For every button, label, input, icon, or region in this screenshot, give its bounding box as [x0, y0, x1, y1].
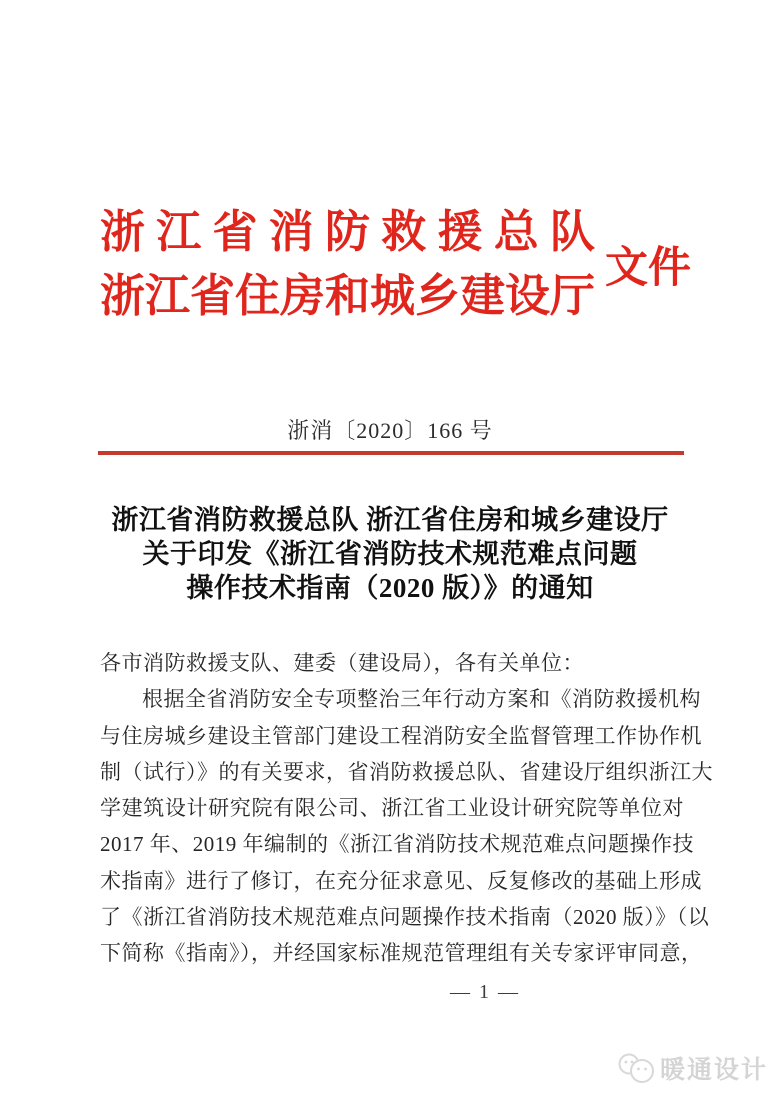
body-line: 术指南》进行了修订，在充分征求意见、反复修改的基础上形成 — [100, 868, 702, 893]
document-body — [100, 645, 713, 972]
title-line: 操作技术指南（2020 版）》的通知 — [186, 573, 594, 603]
body-line: 了《浙江省消防技术规范难点问题操作技术指南（2020 版）》（以 — [100, 905, 710, 930]
nuantong-sheji-logo-icon — [617, 1052, 655, 1084]
title-line: 关于印发《浙江省消防技术规范难点问题 — [142, 539, 638, 569]
body-line: 各市消防救援支队、建委（建设局），各有关单位： — [100, 651, 584, 675]
body-line: 制（试行）》的有关要求，省消防救援总队、省建设厅组织浙江大 — [100, 759, 713, 784]
agency-name-fire-rescue-corps: 浙江省消防救援总队 — [100, 207, 596, 257]
page-number: — 1 — — [450, 981, 520, 1003]
agency-name-housing-construction-dept: 浙江省住房和城乡建设厅 — [100, 271, 596, 321]
body-line: 2017 年、2019 年编制的《浙江省消防技术规范难点问题操作技 — [100, 832, 694, 857]
body-line: 下简称《指南》），并经国家标准规范管理组有关专家评审同意， — [100, 941, 703, 966]
body-line: 与住房城乡建设主管部门建设工程消防安全监督管理工作协作机 — [100, 723, 702, 748]
red-divider-line — [98, 451, 684, 455]
document-title — [50, 503, 730, 605]
document-type-label: 文件 — [605, 244, 692, 292]
body-line: 学建筑设计研究院有限公司、浙江省工业设计研究院等单位对 — [100, 796, 684, 821]
watermark — [617, 1050, 768, 1086]
document-number: 浙消〔2020〕166 号 — [287, 418, 493, 443]
issuing-agencies — [100, 200, 595, 328]
title-line: 浙江省消防救援总队 浙江省住房和城乡建设厅 — [111, 505, 669, 535]
body-line: 根据全省消防安全专项整治三年行动方案和《消防救援机构 — [142, 687, 701, 712]
letterhead — [100, 200, 690, 328]
watermark-label: 暖通设计 — [659, 1057, 768, 1084]
